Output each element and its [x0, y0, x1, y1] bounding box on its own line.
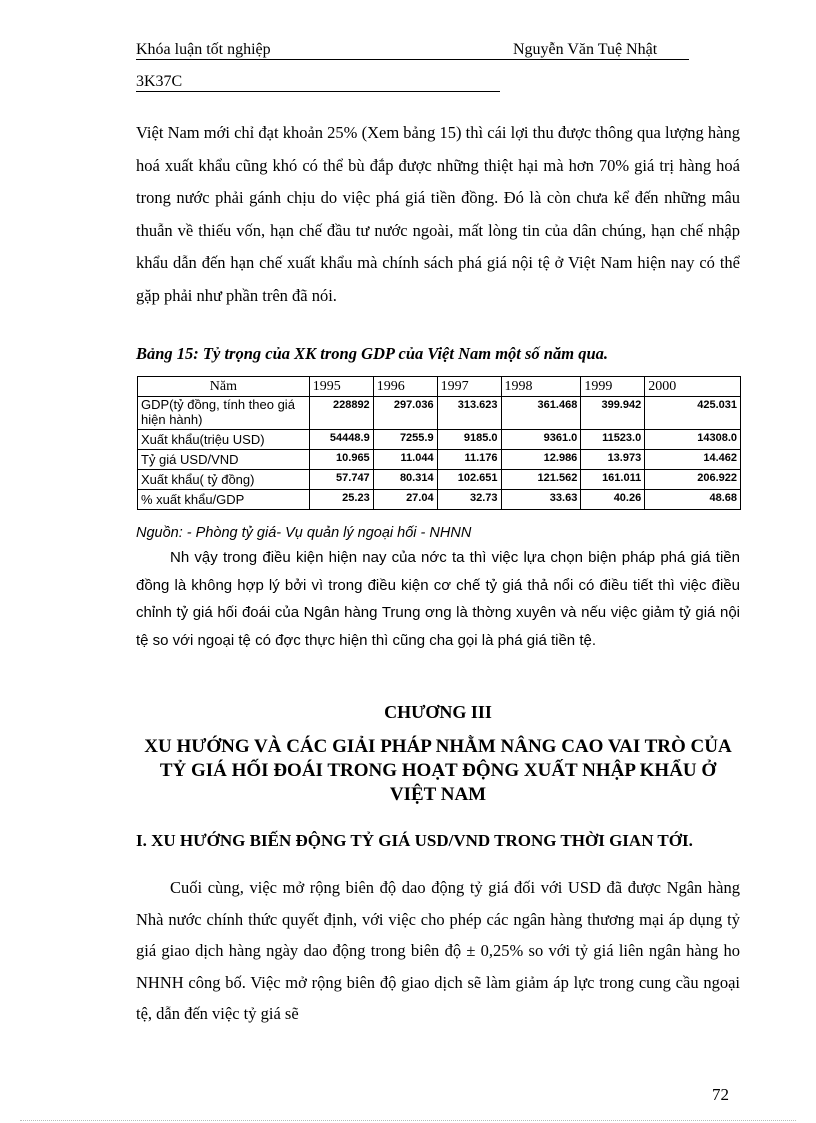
chapter-label: CHƯƠNG III	[384, 702, 492, 722]
table-cell: 11.044	[373, 450, 437, 470]
body-paragraph-2: Nh vậy trong điều kiện hiện nay của nớc ta thì việc lựa chọn biện pháp phá giá tiền đồng là không hợp lý bởi vì trong điều kiện cơ chế tỷ giá thả nổi có điều tiết thì việc điều chỉnh tỷ giá hối đoái của Ngân hàng Trung ơng là thờng xuyên và nếu việc giảm tỷ giá nội tệ so với ngoại tệ có đợc thực hiện thì cũng cha gọi là phá giá tiền tệ.	[136, 549, 740, 649]
table-cell: 14308.0	[645, 430, 741, 450]
table-header-cell: 1996	[373, 377, 437, 397]
table-cell: 102.651	[437, 470, 501, 490]
table-header-cell: 1997	[437, 377, 501, 397]
row-label: Xuất khẩu( tỷ đồng)	[138, 470, 310, 490]
table-cell: 425.031	[645, 397, 741, 430]
table-cell: 313.623	[437, 397, 501, 430]
table-cell: 25.23	[309, 490, 373, 510]
table-source-note: Nguồn: - Phòng tỷ giá- Vụ quản lý ngoại hối - NHNN	[136, 525, 472, 541]
page-number: 72	[712, 1085, 729, 1104]
table-cell: 9361.0	[501, 430, 581, 450]
table-header-cell: Năm	[138, 377, 310, 397]
table-cell: 361.468	[501, 397, 581, 430]
row-label: GDP(tỷ đồng, tính theo giá hiện hành)	[138, 397, 310, 430]
table-cell: 14.462	[645, 450, 741, 470]
table-cell: 13.973	[581, 450, 645, 470]
table-cell: 228892	[309, 397, 373, 430]
table-cell: 57.747	[309, 470, 373, 490]
table-row	[138, 397, 741, 430]
table-header-cell: 1995	[309, 377, 373, 397]
table-header-cell: 1998	[501, 377, 581, 397]
table-row	[138, 430, 741, 450]
table-cell: 206.922	[645, 470, 741, 490]
table-cell: 32.73	[437, 490, 501, 510]
body-paragraph-1: Việt Nam mới chỉ đạt khoản 25% (Xem bảng 15) thì cái lợi thu được thông qua lượng hàng hoá xuất khẩu cũng khó có thể bù đắp được những thiệt hại mà hơn 70% giá trị hàng hoá trong nước phải gánh chịu do việc phá giá tiền đồng. Đó là còn chưa kể đến những mâu thuẫn về thiếu vốn, hạn chế đầu tư nước ngoài, mất lòng tin của dân chúng, hạn chế nhập khẩu dẫn đến hạn chế xuất khẩu mà chính sách phá giá nội tệ ở Việt Nam hiện nay có thể gặp phải như phần trên đã nói.	[136, 123, 740, 305]
table-cell: 10.965	[309, 450, 373, 470]
table-cell: 11523.0	[581, 430, 645, 450]
table-cell: 40.26	[581, 490, 645, 510]
export-gdp-table	[137, 376, 741, 510]
header-code-underline	[136, 91, 500, 92]
table-row	[138, 470, 741, 490]
chapter-title: XU HƯỚNG VÀ CÁC GIẢI PHÁP NHẰM NÂNG CAO VAI TRÒ CỦA TỶ GIÁ HỐI ĐOÁI TRONG HOẠT ĐỘNG XUẤT NHẬP KHẨU Ở VIỆT NAM	[144, 736, 732, 805]
table-cell: 121.562	[501, 470, 581, 490]
page-bottom-divider	[20, 1120, 796, 1121]
header-class-code: 3K37C	[136, 73, 183, 90]
row-label: Xuất khẩu(triệu USD)	[138, 430, 310, 450]
header-author: Nguyễn Văn Tuệ Nhật	[513, 41, 658, 58]
table-cell: 11.176	[437, 450, 501, 470]
row-label: % xuất khẩu/GDP	[138, 490, 310, 510]
table-cell: 9185.0	[437, 430, 501, 450]
table-cell: 27.04	[373, 490, 437, 510]
header-thesis-label: Khóa luận tốt nghiệp	[136, 41, 271, 58]
table-cell: 399.942	[581, 397, 645, 430]
table-cell: 7255.9	[373, 430, 437, 450]
table-header-row	[138, 377, 741, 397]
table-cell: 161.011	[581, 470, 645, 490]
table-row	[138, 450, 741, 470]
table-cell: 33.63	[501, 490, 581, 510]
table-cell: 12.986	[501, 450, 581, 470]
table-title: Bảng 15: Tỷ trọng của XK trong GDP của Việt Nam một số năm qua.	[136, 344, 608, 363]
row-label: Tỷ giá USD/VND	[138, 450, 310, 470]
section-heading: I. XU HƯỚNG BIẾN ĐỘNG TỶ GIÁ USD/VND TRONG THỜI GIAN TỚI.	[136, 831, 693, 850]
table-cell: 80.314	[373, 470, 437, 490]
table-cell: 297.036	[373, 397, 437, 430]
table-row	[138, 490, 741, 510]
table-cell: 48.68	[645, 490, 741, 510]
table-header-cell: 2000	[645, 377, 741, 397]
table-cell: 54448.9	[309, 430, 373, 450]
table-header-cell: 1999	[581, 377, 645, 397]
body-paragraph-3: Cuối cùng, việc mở rộng biên độ dao động tỷ giá đối với USD đã được Ngân hàng Nhà nước chính thức quyết định, với việc cho phép các ngân hàng thương mại áp dụng tỷ giá giao dịch hàng ngày dao động trong biên độ ± 0,25% so với tỷ giá liên ngân hàng ho NHNH công bố. Việc mở rộng biên độ giao dịch sẽ làm giảm áp lực trong cung cầu ngoại tệ, dẫn đến việc tỷ giá sẽ	[136, 878, 740, 1023]
header-underline	[136, 59, 689, 60]
